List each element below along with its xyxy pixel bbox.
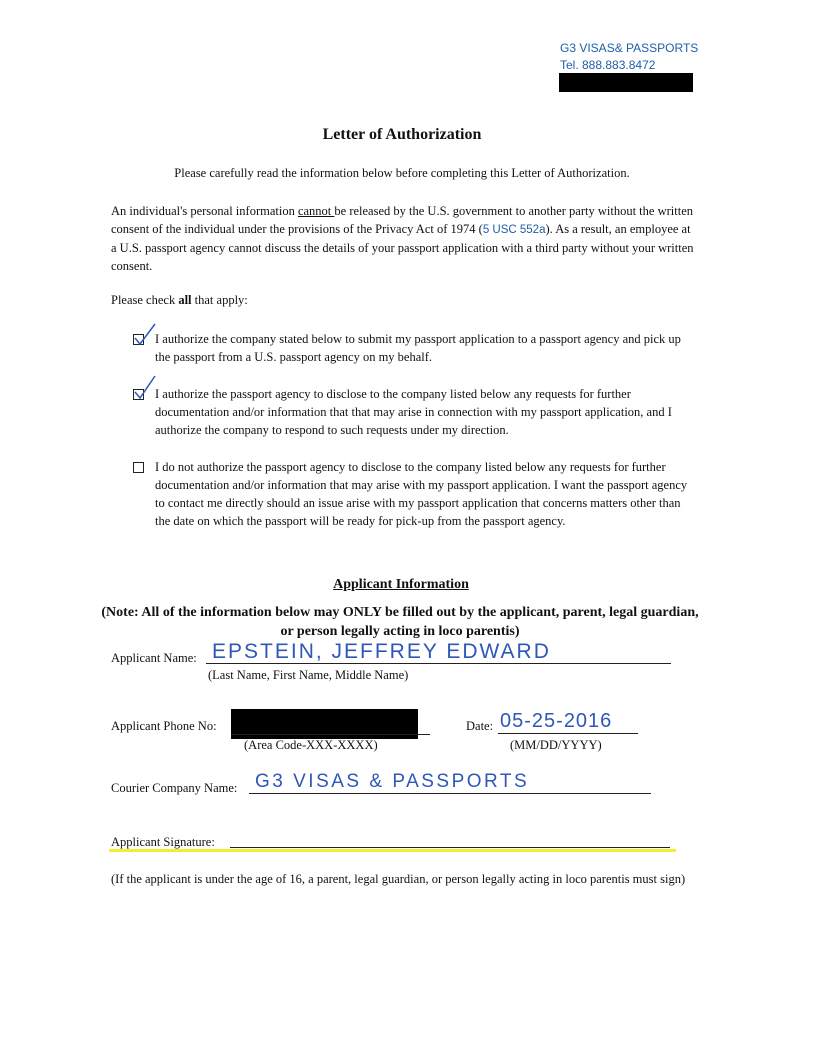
option-2-text: I authorize the passport agency to disclose to the company listed below any requests for further documentation and/or information that that may arise in connection with my passport application, and I authorize the company to respond to such requests under my direction. [155, 387, 672, 437]
checkmark-icon [133, 322, 157, 348]
date-label: Date: [466, 719, 494, 733]
signature-highlight [109, 849, 676, 852]
page-title: Letter of Authorization [322, 126, 482, 143]
option-1-text: I authorize the company stated below to submit my passport application to a passport agency and pick up the passport from a U.S. passport agency on my behalf. [155, 332, 681, 364]
courier-field[interactable]: G3 VISAS & PASSPORTS [255, 771, 530, 792]
applicant-name-field[interactable]: EPSTEIN, JEFFREY EDWARD [212, 640, 551, 663]
company-header [560, 40, 698, 74]
redaction-bar-header [559, 73, 693, 92]
section-heading: Applicant Information [333, 577, 469, 592]
signature-label: Applicant Signature: [111, 835, 215, 849]
intro-text: Please carefully read the information below before completing this Letter of Authorization. [174, 166, 630, 180]
courier-line [249, 793, 651, 794]
applicant-phone-hint: (Area Code-XXX-XXXX) [244, 738, 378, 752]
date-hint: (MM/DD/YYYY) [510, 738, 602, 752]
date-field[interactable]: 05-25-2016 [500, 710, 613, 732]
footer-note: (If the applicant is under the age of 16, a parent, legal guardian, or person legally acting in loco parentis must sign) [111, 872, 686, 886]
cannot-emphasis: cannot [297, 204, 335, 218]
applicant-phone-line [231, 734, 430, 735]
option-3-checkbox[interactable] [133, 462, 144, 473]
check-instruction: Please check all that apply: [111, 293, 248, 307]
company-name: G3 VISAS& PASSPORTS [560, 41, 699, 55]
applicant-name-label: Applicant Name: [111, 651, 197, 665]
applicant-phone-label: Applicant Phone No: [111, 719, 217, 733]
courier-label: Courier Company Name: [111, 781, 238, 795]
company-phone: Tel. 888.883.8472 [560, 58, 656, 72]
option-3-text: I do not authorize the passport agency to disclose to the company listed below any requests for further documentation and/or information that may arise with my passport application. I want the passport agency to contact me directly should an issue arise with my passport application that concerns matters other than the date on which the passport will be ready for pick-up from the passport agency. [155, 460, 688, 528]
date-line [498, 733, 638, 734]
usc-link[interactable]: 5 USC 552a [482, 224, 546, 236]
privacy-paragraph: An individual's personal information cannot be released by the U.S. government to another party without the written consent of the individual under the provisions of the Privacy Act of 1974 (5 USC 552a). As a result, an employee at a U.S. passport agency cannot discuss the details of your passport application with a third party without your written consent. [111, 204, 694, 273]
signature-line[interactable] [230, 847, 670, 848]
applicant-name-hint: (Last Name, First Name, Middle Name) [208, 668, 409, 682]
applicant-note: (Note: All of the information below may ONLY be filled out by the applicant, parent, legal guardian, or person legally acting in loco parentis) [101, 605, 699, 639]
checkmark-icon [133, 374, 157, 402]
